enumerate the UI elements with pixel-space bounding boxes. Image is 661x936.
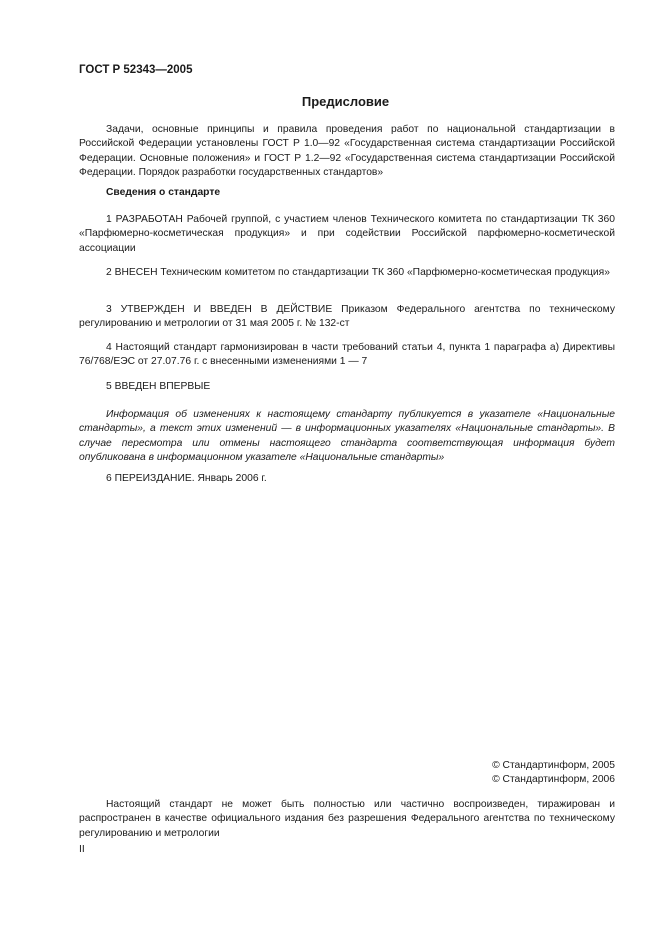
copyright-line-2: © Стандартинформ, 2006 [492, 774, 615, 785]
page-number: II [79, 844, 85, 855]
subheading: Сведения о стандарте [106, 187, 221, 198]
item-6: 6 ПЕРЕИЗДАНИЕ. Январь 2006 г. [106, 473, 267, 484]
info-note: Информация об изменениях к настоящему стандарту публикуется в указателе «Национальные стандарты», а текст этих изменений — в информационных указателях «Национальные стандарты». В случае пересмотра или отмены настоящего стандарта соответствующая информация будет опубликована в информационном указателе «Национальные стандарты» [79, 409, 615, 463]
item-1: 1 РАЗРАБОТАН Рабочей группой, с участием членов Технического комитета по стандартизации ТК 360 «Парфюмерно-косметическая продукция» и при содействии Российской парфюмерно-косметической ассоциации [79, 214, 615, 254]
item-5: 5 ВВЕДЕН ВПЕРВЫЕ [106, 381, 211, 392]
page-title: Предисловие [301, 94, 390, 109]
intro-paragraph: Задачи, основные принципы и правила проведения работ по национальной стандартизации в Российской Федерации установлены ГОСТ Р 1.0—92 «Государственная система стандартизации Российской Федерации. Основные положения» и ГОСТ Р 1.2—92 «Государственная система стандартизации Российской Федерации. Порядок разработки государственных стандартов» [79, 124, 615, 178]
item-3: 3 УТВЕРЖДЕН И ВВЕДЕН В ДЕЙСТВИЕ Приказом Федерального агентства по техническому регулированию и метрологии от 31 мая 2005 г. № 132-ст [79, 304, 615, 330]
item-4: 4 Настоящий стандарт гармонизирован в части требований статьи 4, пункта 1 параграфа а) Директивы 76/768/ЕЭС от 27.07.76 г. с внесенными изменениями 1 — 7 [79, 342, 615, 368]
item-2: 2 ВНЕСЕН Техническим комитетом по стандартизации ТК 360 «Парфюмерно-косметическая продукция» [106, 267, 610, 278]
document-header: ГОСТ Р 52343—2005 [79, 64, 193, 76]
footer-note: Настоящий стандарт не может быть полностью или частично воспроизведен, тиражирован и распространен в качестве официального издания без разрешения Федерального агентства по техническому регулированию и метрологии [79, 799, 615, 839]
copyright-line-1: © Стандартинформ, 2005 [492, 760, 615, 771]
